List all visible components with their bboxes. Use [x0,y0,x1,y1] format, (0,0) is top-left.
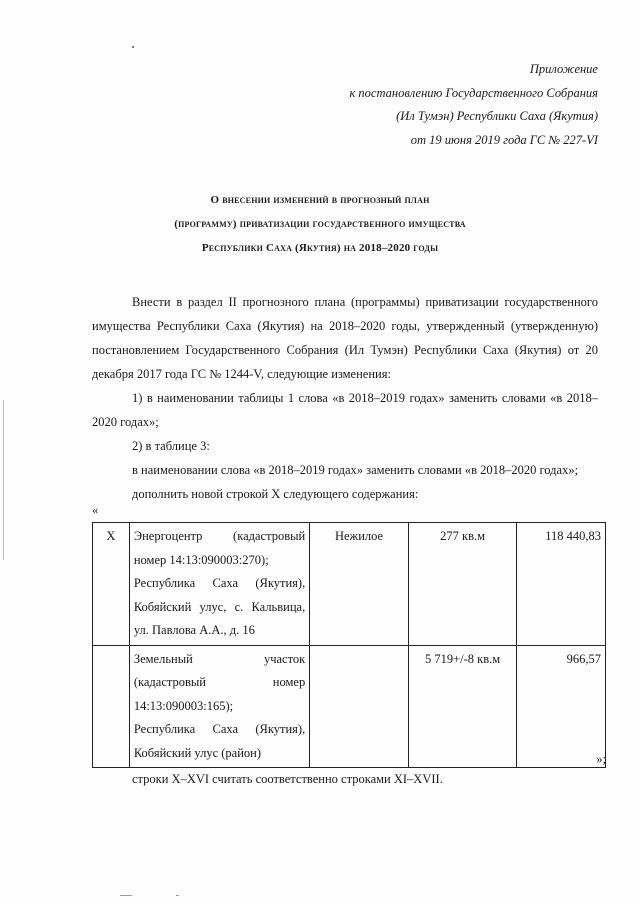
row-number: Х [93,523,130,646]
row-description [129,645,309,768]
appendix-header [349,58,598,152]
desc-line: Республика Саха (Якутия), Кобяйский улус, с. Кальвица, ул. Павлова А.А., д. 16 [133,576,306,637]
scan-speck [3,400,4,560]
document-title [60,188,580,260]
table-row [93,645,606,768]
intro-paragraph: Внести в раздел II прогнозного плана (программы) приватизации государственного имущества Республики Саха (Якутия) на 2018–2020 годы, утвержденный (утвержденную) постановлением Государственного Собрания (Ил Тумэн) Республики Саха (Якутия) от 20 декабря 2017 года ГС № 1244-V, следующие изменения: [92,295,598,381]
appendix-line-3: (Ил Тумэн) Республики Саха (Якутия) [396,109,598,123]
item-2a: в наименовании слова «в 2018–2019 годах» заменить словами «в 2018–2020 годах»; [132,463,579,477]
desc-line: Энергоцентр (кадастровый номер 14:13:090003:270); [133,529,306,567]
item-2b: дополнить новой строкой Х следующего содержания: [132,487,419,501]
document-body [92,290,598,506]
title-line-1: О внесении изменений в прогнозный план [210,194,430,206]
row-number [93,645,130,768]
row-value: 118 440,83 [517,523,606,646]
appendix-line-2: к постановлению Государственного Собрания [349,85,598,100]
table-row [93,523,606,646]
scan-speck [176,895,179,896]
final-line: строки Х–XVI считать соответственно строками XI–XVII. [132,772,443,786]
title-line-2: (программу) приватизации государственного имущества [174,218,466,230]
open-quote: « [92,503,99,517]
insert-table [92,522,606,768]
item-1: 1) в наименовании таблицы 1 слова «в 2018–2019 годах» заменить словами «в 2018–2020 годах»; [92,391,598,429]
desc-line: Земельный участок (кадастровый номер 14:13:090003:165); [133,651,306,713]
row-description [129,523,309,646]
row-area: 5 719+/-8 кв.м [408,645,516,768]
desc-line: Республика Саха (Якутия), Кобяйский улус (район) [133,722,306,760]
close-quote: »; [596,752,606,766]
item-2: 2) в таблице 3: [132,439,210,453]
row-area: 277 кв.м [408,523,516,646]
row-type: Нежилое [310,523,409,646]
scan-speck [132,46,134,48]
appendix-line-4: от 19 июня 2019 года ГС № 227-VI [410,132,598,147]
scan-speck [120,895,132,896]
row-type [310,645,409,768]
row-value: 966,57 [517,645,606,768]
appendix-line-1: Приложение [529,62,598,76]
title-line-3: Республики Саха (Якутия) на 2018–2020 годы [201,242,439,254]
